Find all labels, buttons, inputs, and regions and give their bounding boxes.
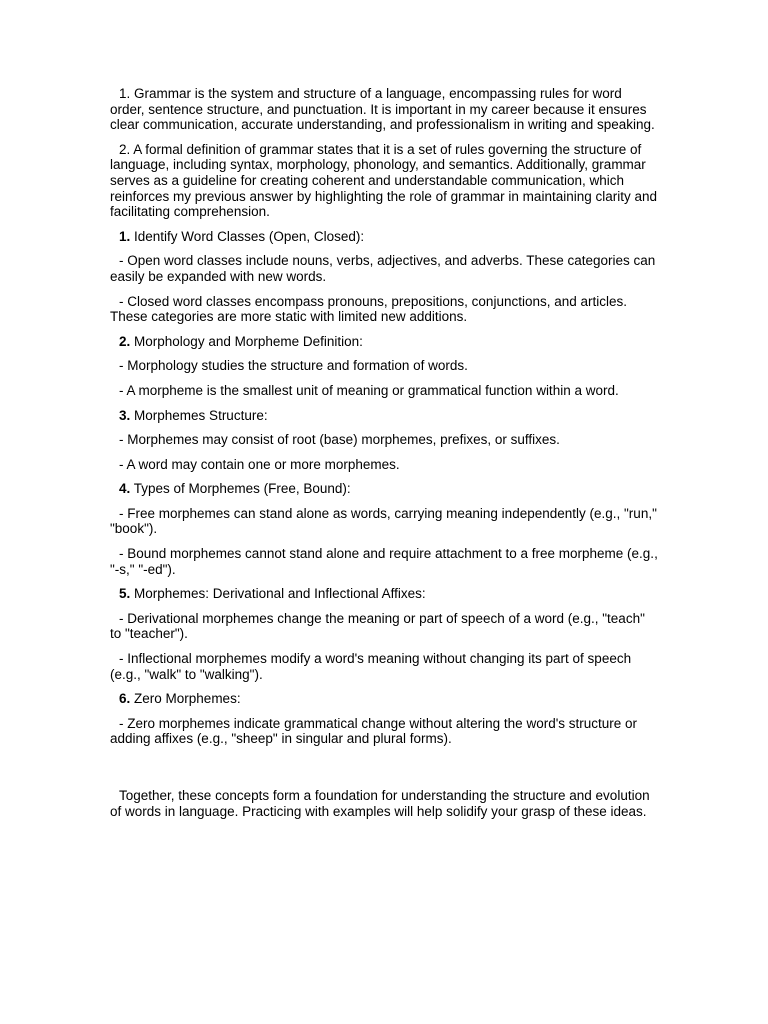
section-point: - Closed word classes encompass pronouns, prepositions, conjunctions, and articles. These categories are more static with limited new additions. — [110, 293, 628, 325]
intro-paragraph-2: 2. A formal definition of grammar states that it is a set of rules governing the structure of language, including syntax, morphology, phonology, and semantics. Additionally, grammar serves as a guideline for creating coherent and understandable communication, which reinforces my previous answer by highlighting the role of grammar in maintaining clarity and facilitating comprehension. — [110, 141, 658, 220]
section-point: - Inflectional morphemes modify a word's meaning without changing its part of speech (e.g., "walk" to "walking"). — [110, 651, 632, 682]
section-point: - Bound morphemes cannot stand alone and require attachment to a free morpheme (e.g., "-s," "-ed"). — [110, 546, 658, 577]
section-number: 4. — [119, 481, 131, 497]
section-title: Zero Morphemes: — [134, 691, 241, 707]
section-number: 5. — [119, 586, 131, 602]
section-point: - Open word classes include nouns, verbs, adjectives, and adverbs. These categories can easily be expanded with new words. — [110, 253, 656, 284]
section-title: Morphemes: Derivational and Inflectional Affixes: — [134, 586, 426, 602]
section-heading — [110, 586, 658, 602]
section-title: Morphology and Morpheme Definition: — [134, 333, 363, 349]
blank-line — [110, 756, 658, 788]
section-point: - A morpheme is the smallest unit of meaning or grammatical function within a word. — [119, 382, 619, 398]
section-number: 3. — [119, 407, 131, 423]
section-title: Identify Word Classes (Open, Closed): — [134, 228, 365, 244]
section-point: - A word may contain one or more morphemes. — [119, 456, 400, 472]
section-point: - Derivational morphemes change the meaning or part of speech of a word (e.g., "teach" to "teacher"). — [110, 610, 645, 642]
section-point: - Free morphemes can stand alone as words, carrying meaning independently (e.g., "run," "book"). — [110, 505, 657, 537]
section-number: 1. — [119, 228, 131, 244]
section-heading — [110, 334, 658, 350]
section-point: - Zero morphemes indicate grammatical change without altering the word's structure or adding affixes (e.g., "sheep" in singular and plural forms). — [110, 715, 638, 747]
section-title: Morphemes Structure: — [134, 407, 268, 423]
conclusion-paragraph: Together, these concepts form a foundation for understanding the structure and evolution of words in language. Practicing with examples will help solidify your grasp of these ideas. — [110, 788, 650, 819]
section-heading — [110, 481, 658, 497]
section-number: 2. — [119, 333, 131, 349]
section-heading — [110, 229, 658, 245]
intro-paragraph-1: 1. Grammar is the system and structure of a language, encompassing rules for word order, sentence structure, and punctuation. It is important in my career because it ensures clear communication, accurate understanding, and professionalism in writing and speaking. — [110, 86, 655, 133]
section-heading — [110, 691, 658, 707]
section-heading — [110, 408, 658, 424]
section-point: - Morphology studies the structure and formation of words. — [119, 358, 468, 374]
section-number: 6. — [119, 691, 131, 707]
section-point: - Morphemes may consist of root (base) morphemes, prefixes, or suffixes. — [119, 432, 560, 448]
section-title: Types of Morphemes (Free, Bound): — [133, 481, 351, 497]
